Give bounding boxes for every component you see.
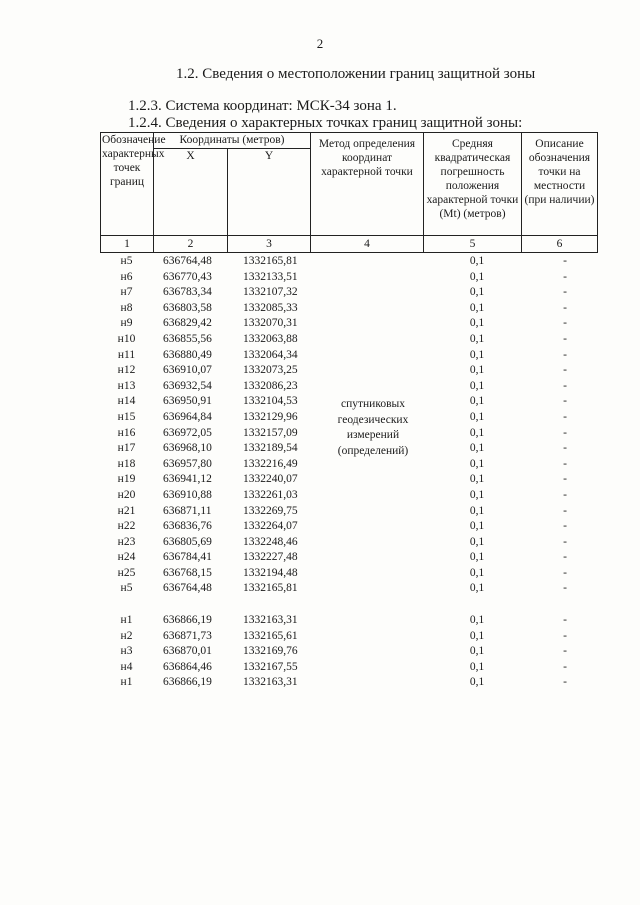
coord-y: 1332086,23 bbox=[243, 379, 298, 392]
point-id: н22 bbox=[117, 520, 136, 533]
method-cell bbox=[310, 301, 423, 317]
coord-y: 1332165,61 bbox=[243, 629, 298, 642]
method-cell bbox=[310, 629, 423, 645]
error-value: 0,1 bbox=[469, 255, 485, 267]
coord-x: 636910,88 bbox=[163, 488, 212, 501]
description-value: - bbox=[563, 551, 567, 564]
description-value: - bbox=[563, 457, 567, 470]
description-value: - bbox=[563, 332, 567, 345]
error-value: 0,1 bbox=[469, 551, 485, 564]
table-row bbox=[100, 629, 597, 645]
method-cell bbox=[310, 535, 423, 551]
point-id: н20 bbox=[117, 488, 136, 501]
point-id: н12 bbox=[117, 364, 136, 377]
method-cell bbox=[310, 379, 423, 395]
method-note: спутниковых геодезических измерений (определений) bbox=[337, 398, 409, 457]
method-cell bbox=[310, 644, 423, 660]
coord-x: 636866,19 bbox=[163, 676, 212, 689]
column-number: 2 bbox=[154, 236, 228, 253]
coord-y: 1332163,31 bbox=[243, 614, 298, 627]
coord-y: 1332248,46 bbox=[243, 535, 298, 548]
point-id: н4 bbox=[120, 660, 133, 673]
table-row bbox=[100, 504, 597, 520]
section-title: 1.2. Сведения о местоположении границ защитной зоны bbox=[176, 66, 536, 82]
coord-x: 636910,07 bbox=[163, 364, 212, 377]
point-id: н7 bbox=[120, 286, 133, 299]
description-value: - bbox=[563, 426, 567, 439]
table-row bbox=[100, 519, 597, 535]
point-id: н19 bbox=[117, 473, 136, 486]
error-value: 0,1 bbox=[469, 504, 485, 517]
coord-y: 1332240,07 bbox=[243, 473, 298, 486]
table-row bbox=[100, 254, 597, 270]
error-value: 0,1 bbox=[469, 348, 485, 361]
method-cell bbox=[310, 270, 423, 286]
table-row bbox=[100, 348, 597, 364]
point-id: н5 bbox=[120, 255, 133, 267]
header-point-designation: Обозначение характерных точек границ bbox=[101, 133, 154, 236]
coord-y: 1332104,53 bbox=[243, 395, 298, 408]
point-id: н5 bbox=[120, 582, 133, 595]
method-cell bbox=[310, 566, 423, 582]
description-value: - bbox=[563, 395, 567, 408]
table-row bbox=[100, 660, 597, 676]
method-cell bbox=[310, 316, 423, 332]
error-value: 0,1 bbox=[469, 332, 485, 345]
point-id: н25 bbox=[117, 566, 136, 579]
description-value: - bbox=[563, 348, 567, 361]
table-row bbox=[100, 270, 597, 286]
table-row bbox=[100, 301, 597, 317]
point-id: н14 bbox=[117, 395, 136, 408]
method-cell bbox=[310, 660, 423, 676]
coord-x: 636855,56 bbox=[163, 332, 212, 345]
method-cell bbox=[310, 519, 423, 535]
coord-x: 636957,80 bbox=[163, 457, 212, 470]
description-value: - bbox=[563, 645, 567, 658]
coord-x: 636829,42 bbox=[163, 317, 212, 330]
point-id: н9 bbox=[120, 317, 133, 330]
coord-x: 636836,76 bbox=[163, 520, 212, 533]
coord-y: 1332216,49 bbox=[243, 457, 298, 470]
coord-x: 636950,91 bbox=[163, 395, 212, 408]
description-value: - bbox=[563, 442, 567, 455]
description-value: - bbox=[563, 614, 567, 627]
method-cell bbox=[310, 285, 423, 301]
coord-x: 636932,54 bbox=[163, 379, 212, 392]
table-row bbox=[100, 675, 597, 691]
error-value: 0,1 bbox=[469, 442, 485, 455]
error-value: 0,1 bbox=[469, 520, 485, 533]
coord-x: 636968,10 bbox=[163, 442, 212, 455]
coord-x: 636768,15 bbox=[163, 566, 212, 579]
coord-y: 1332167,55 bbox=[243, 660, 298, 673]
coord-y: 1332064,34 bbox=[243, 348, 298, 361]
subsection-coordinate-system: 1.2.3. Система координат: МСК-34 зона 1. bbox=[128, 98, 397, 114]
coord-y: 1332107,32 bbox=[243, 286, 298, 299]
coord-x: 636764,48 bbox=[163, 255, 212, 267]
point-id: н16 bbox=[117, 426, 136, 439]
error-value: 0,1 bbox=[469, 645, 485, 658]
table-row bbox=[100, 644, 597, 660]
coord-x: 636972,05 bbox=[163, 426, 212, 439]
description-value: - bbox=[563, 473, 567, 486]
coord-x: 636770,43 bbox=[163, 270, 212, 283]
method-cell bbox=[310, 363, 423, 379]
description-value: - bbox=[563, 520, 567, 533]
coord-x: 636964,84 bbox=[163, 410, 212, 423]
error-value: 0,1 bbox=[469, 301, 485, 314]
table-row-gap bbox=[100, 597, 597, 613]
coord-y: 1332063,88 bbox=[243, 332, 298, 345]
coord-y: 1332261,03 bbox=[243, 488, 298, 501]
coord-y: 1332269,75 bbox=[243, 504, 298, 517]
coord-y: 1332169,76 bbox=[243, 645, 298, 658]
point-id: н24 bbox=[117, 551, 136, 564]
error-value: 0,1 bbox=[469, 566, 485, 579]
error-value: 0,1 bbox=[469, 457, 485, 470]
error-value: 0,1 bbox=[469, 629, 485, 642]
coord-x: 636805,69 bbox=[163, 535, 212, 548]
table-row bbox=[100, 566, 597, 582]
coord-y: 1332189,54 bbox=[243, 442, 298, 455]
table-row bbox=[100, 379, 597, 395]
description-value: - bbox=[563, 660, 567, 673]
coord-x: 636764,48 bbox=[163, 582, 212, 595]
method-cell bbox=[310, 472, 423, 488]
description-value: - bbox=[563, 286, 567, 299]
coord-y: 1332163,31 bbox=[243, 676, 298, 689]
coord-x: 636866,19 bbox=[163, 614, 212, 627]
table-row bbox=[100, 550, 597, 566]
points-table-body bbox=[100, 254, 597, 691]
description-value: - bbox=[563, 488, 567, 501]
header-x: X bbox=[154, 149, 228, 236]
point-id: н10 bbox=[117, 332, 136, 345]
coord-x: 636871,73 bbox=[163, 629, 212, 642]
description-value: - bbox=[563, 535, 567, 548]
method-cell bbox=[310, 550, 423, 566]
error-value: 0,1 bbox=[469, 660, 485, 673]
coord-y: 1332133,51 bbox=[243, 270, 298, 283]
point-id: н1 bbox=[120, 676, 133, 689]
error-value: 0,1 bbox=[469, 426, 485, 439]
error-value: 0,1 bbox=[469, 364, 485, 377]
method-cell bbox=[310, 488, 423, 504]
coord-y: 1332165,81 bbox=[243, 255, 298, 267]
table-row bbox=[100, 488, 597, 504]
column-number: 5 bbox=[424, 236, 522, 253]
description-value: - bbox=[563, 379, 567, 392]
coord-y: 1332165,81 bbox=[243, 582, 298, 595]
table-row bbox=[100, 613, 597, 629]
coord-x: 636871,11 bbox=[163, 504, 212, 517]
header-y: Y bbox=[228, 149, 311, 236]
table-row bbox=[100, 285, 597, 301]
description-value: - bbox=[563, 676, 567, 689]
point-id: н18 bbox=[117, 457, 136, 470]
method-cell bbox=[310, 613, 423, 629]
coord-x: 636784,41 bbox=[163, 551, 212, 564]
coord-x: 636864,46 bbox=[163, 660, 212, 673]
description-value: - bbox=[563, 364, 567, 377]
coord-y: 1332073,25 bbox=[243, 364, 298, 377]
error-value: 0,1 bbox=[469, 270, 485, 283]
header-description: Описание обозначения точки на местности (при наличии) bbox=[522, 133, 598, 236]
description-value: - bbox=[563, 255, 567, 267]
method-cell bbox=[310, 348, 423, 364]
error-value: 0,1 bbox=[469, 582, 485, 595]
error-value: 0,1 bbox=[469, 286, 485, 299]
coord-y: 1332227,48 bbox=[243, 551, 298, 564]
method-cell bbox=[310, 675, 423, 691]
description-value: - bbox=[563, 317, 567, 330]
point-id: н8 bbox=[120, 301, 133, 314]
subsection-points-info: 1.2.4. Сведения о характерных точках границ защитной зоны: bbox=[128, 115, 523, 131]
column-number: 3 bbox=[228, 236, 311, 253]
point-id: н17 bbox=[117, 442, 136, 455]
table-row bbox=[100, 316, 597, 332]
table-row bbox=[100, 472, 597, 488]
description-value: - bbox=[563, 270, 567, 283]
table-row bbox=[100, 535, 597, 551]
coord-x: 636941,12 bbox=[163, 473, 212, 486]
column-numbers-row bbox=[101, 236, 598, 253]
description-value: - bbox=[563, 504, 567, 517]
column-number: 6 bbox=[522, 236, 598, 253]
points-table-header bbox=[100, 132, 598, 253]
header-coordinates: Координаты (метров) bbox=[154, 133, 311, 149]
column-number: 1 bbox=[101, 236, 154, 253]
column-number: 4 bbox=[311, 236, 424, 253]
coord-y: 1332194,48 bbox=[243, 566, 298, 579]
method-cell bbox=[310, 504, 423, 520]
error-value: 0,1 bbox=[469, 535, 485, 548]
coord-y: 1332070,31 bbox=[243, 317, 298, 330]
description-value: - bbox=[563, 629, 567, 642]
error-value: 0,1 bbox=[469, 473, 485, 486]
coord-x: 636783,34 bbox=[163, 286, 212, 299]
error-value: 0,1 bbox=[469, 410, 485, 423]
coord-x: 636803,58 bbox=[163, 301, 212, 314]
table-row bbox=[100, 581, 597, 597]
table-row bbox=[100, 332, 597, 348]
point-id: н3 bbox=[120, 645, 133, 658]
description-value: - bbox=[563, 582, 567, 595]
error-value: 0,1 bbox=[469, 317, 485, 330]
error-value: 0,1 bbox=[469, 676, 485, 689]
point-id: н15 bbox=[117, 410, 136, 423]
point-id: н13 bbox=[117, 379, 136, 392]
point-id: н21 bbox=[117, 504, 136, 517]
method-cell bbox=[310, 254, 423, 270]
coord-y: 1332157,09 bbox=[243, 426, 298, 439]
point-id: н23 bbox=[117, 535, 136, 548]
point-id: н1 bbox=[120, 614, 133, 627]
error-value: 0,1 bbox=[469, 614, 485, 627]
point-id: н6 bbox=[120, 270, 133, 283]
header-method: Метод определения координат характерной точки bbox=[311, 133, 424, 236]
coord-y: 1332264,07 bbox=[243, 520, 298, 533]
page-number: 2 bbox=[316, 36, 324, 51]
coord-x: 636870,01 bbox=[163, 645, 212, 658]
description-value: - bbox=[563, 301, 567, 314]
error-value: 0,1 bbox=[469, 379, 485, 392]
point-id: н2 bbox=[120, 629, 133, 642]
method-cell bbox=[310, 332, 423, 348]
header-error: Средняя квадратическая погрешность положения характерной точки (Mt) (метров) bbox=[424, 133, 522, 236]
coord-y: 1332129,96 bbox=[243, 410, 298, 423]
coord-x: 636880,49 bbox=[163, 348, 212, 361]
coord-y: 1332085,33 bbox=[243, 301, 298, 314]
error-value: 0,1 bbox=[469, 395, 485, 408]
point-id: н11 bbox=[117, 348, 136, 361]
description-value: - bbox=[563, 410, 567, 423]
error-value: 0,1 bbox=[469, 488, 485, 501]
method-cell bbox=[310, 581, 423, 597]
table-row bbox=[100, 363, 597, 379]
description-value: - bbox=[563, 566, 567, 579]
